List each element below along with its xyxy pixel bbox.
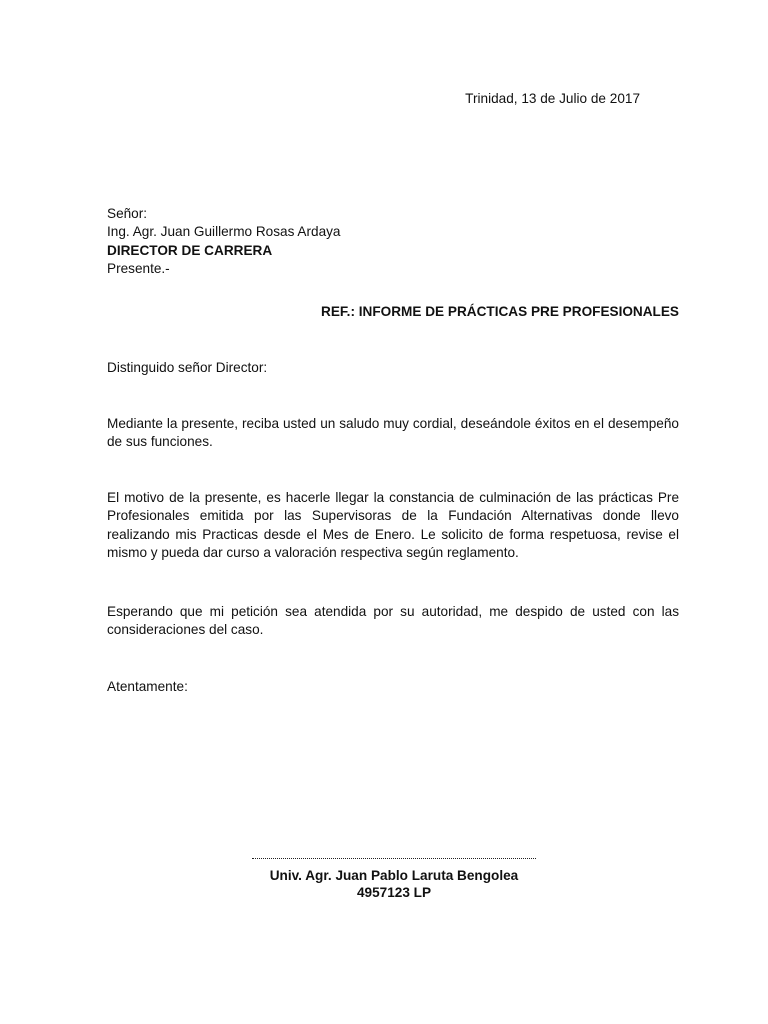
greeting: Distinguido señor Director: <box>107 360 268 375</box>
signature-line <box>252 858 536 859</box>
addressee-salutation: Señor: <box>107 206 148 221</box>
signature-block <box>250 858 538 901</box>
signer-name: Univ. Agr. Juan Pablo Laruta Bengolea <box>269 868 519 883</box>
body-paragraph-2: El motivo de la presente, es hacerle llegar la constancia de culminación de las prácticas Pre Profesionales emitida por las Supervisoras de la Fundación Alternativas donde llevo realizando mis Practicas desde el Mes de Enero. Le solicito de forma respetuosa, revise el mismo y pueda dar curso a valoración respectiva según reglamento. <box>107 490 679 561</box>
addressee-name: Ing. Agr. Juan Guillermo Rosas Ardaya <box>107 224 341 240</box>
reference-line: REF.: INFORME DE PRÁCTICAS PRE PROFESIONALES <box>321 304 679 319</box>
addressee-presente: Presente.- <box>107 261 170 277</box>
addressee-position: DIRECTOR DE CARRERA <box>107 242 273 258</box>
body-paragraph-3: Esperando que mi petición sea atendida por su autoridad, me despido de usted con las consideraciones del caso. <box>107 604 679 638</box>
closing: Atentamente: <box>107 679 188 694</box>
addressee-block <box>107 205 679 279</box>
signer-id: 4957123 LP <box>356 885 432 900</box>
body-paragraph-1: Mediante la presente, reciba usted un saludo muy cordial, deseándole éxitos en el desempeño de sus funciones. <box>107 416 679 450</box>
place-date: Trinidad, 13 de Julio de 2017 <box>465 91 640 106</box>
